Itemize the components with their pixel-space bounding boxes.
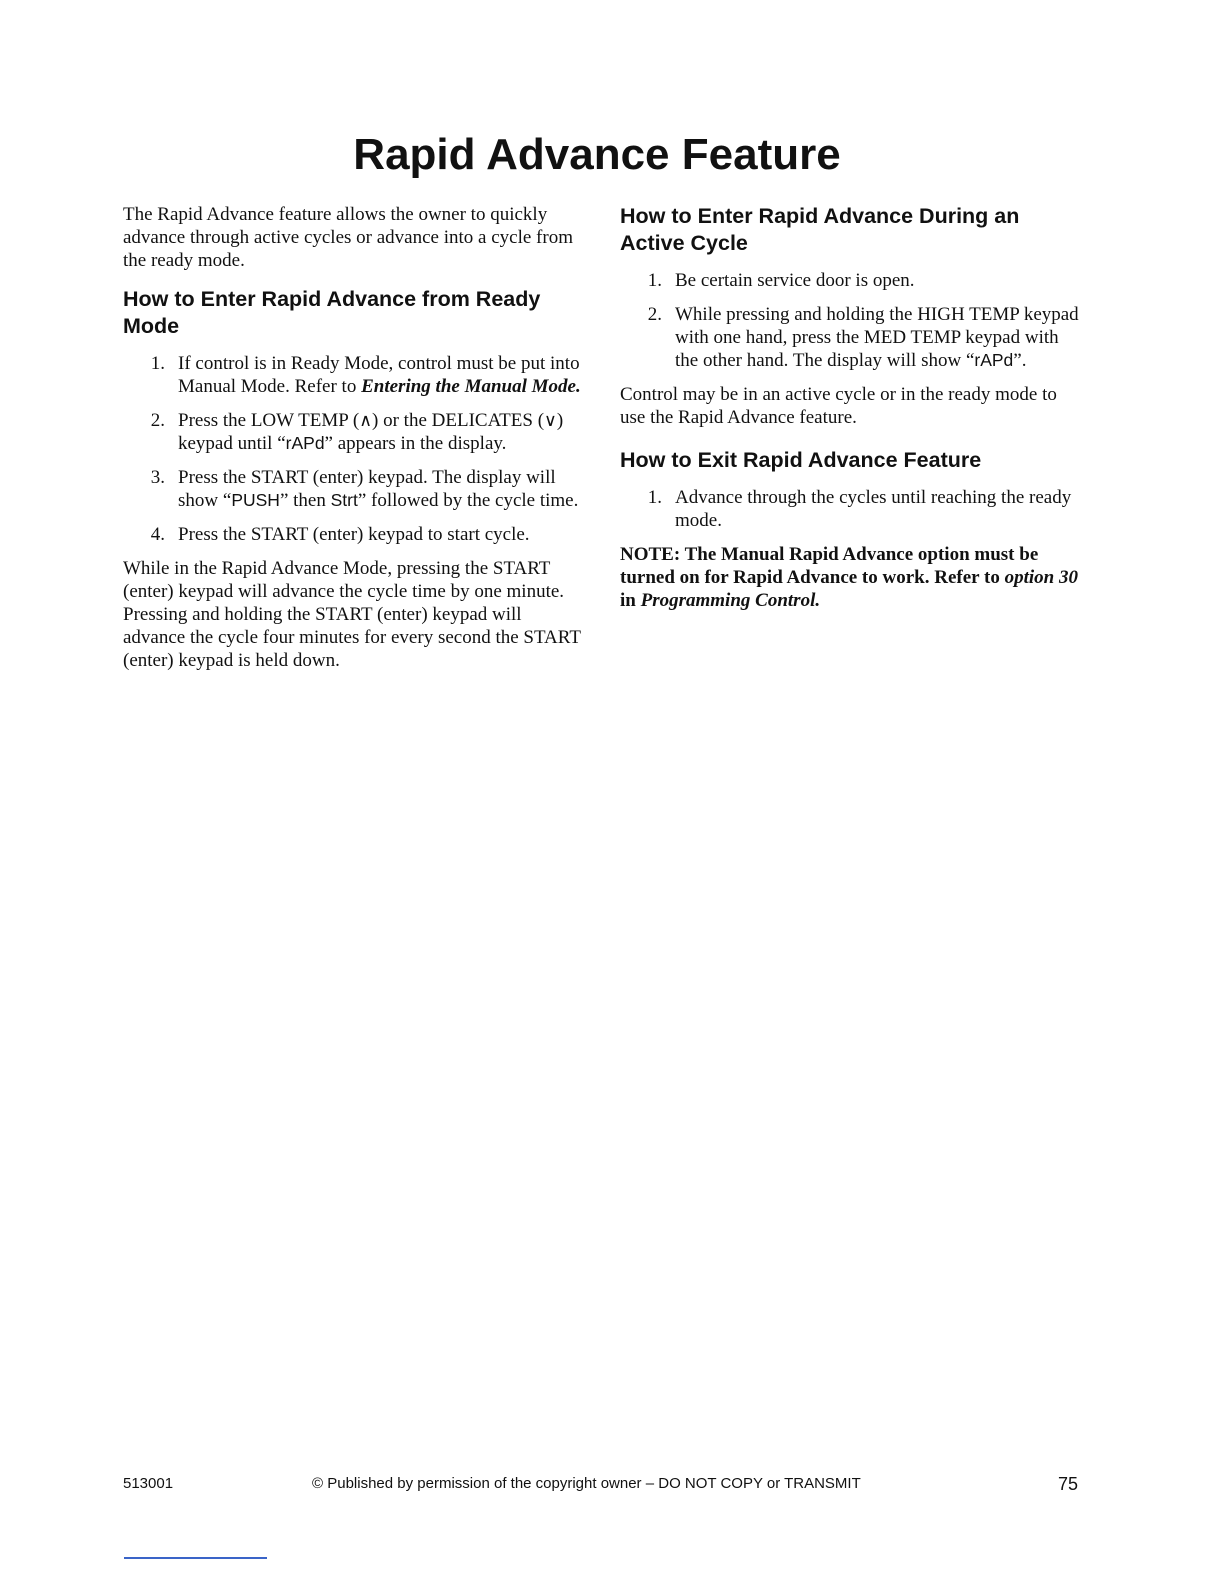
ready-mode-steps [123, 352, 583, 546]
footer-doc-number: 513001 [123, 1475, 174, 1492]
step-number: 2. [647, 304, 662, 325]
step-text-part: ” then [279, 490, 331, 511]
list-item [620, 269, 1080, 292]
step-text: Press the START (enter) keypad to start cycle. [178, 524, 530, 545]
step-text: Advance through the cycles until reaching the ready mode. [675, 487, 1072, 531]
step-text [178, 352, 583, 398]
active-cycle-steps [620, 269, 1080, 372]
up-arrow-icon: ∧ [359, 410, 373, 430]
note-paragraph [620, 543, 1080, 612]
display-code: Strt [330, 490, 358, 510]
step-text-part: ) keypad until “ [178, 410, 564, 454]
option-30-reference: option 30 [1004, 567, 1078, 588]
down-arrow-icon: ∨ [544, 410, 557, 430]
step-text-part: If control is in Ready Mode, control must be put into Manual Mode. Refer to [178, 353, 580, 397]
step-text [675, 303, 1080, 372]
note-text: NOTE: The Manual Rapid Advance option must be turned on for Rapid Advance to work. Refer to [620, 544, 1039, 588]
footer-copyright: © Published by permission of the copyright owner – DO NOT COPY or TRANSMIT [312, 1475, 861, 1492]
bottom-divider [124, 1557, 267, 1559]
list-item [123, 352, 583, 398]
step-text-part: ) or the DELICATES ( [372, 410, 545, 431]
step-text: Be certain service door is open. [675, 270, 915, 291]
list-item [123, 523, 583, 546]
step-text [178, 466, 583, 512]
step-text-part: ” appears in the display. [324, 433, 507, 454]
footer-page-number: 75 [1058, 1474, 1079, 1494]
display-code: rAPd [974, 350, 1014, 370]
closing-paragraph: While in the Rapid Advance Mode, pressing the START (enter) keypad will advance the cycle time by one minute. Pressing and holding the START (enter) keypad will advance the cycle four minutes for every second the START (enter) keypad is held down. [123, 558, 581, 671]
step-number: 3. [150, 467, 165, 488]
step-text-part: While pressing and holding the HIGH TEMP keypad with one hand, press the MED TEMP keypad with the other hand. The display will show “ [675, 304, 1079, 371]
list-item [123, 409, 583, 455]
section-heading-exit: How to Exit Rapid Advance Feature [620, 448, 982, 472]
section-heading-ready-mode: How to Enter Rapid Advance from Ready Mode [123, 287, 541, 338]
list-item [123, 466, 583, 512]
step-number: 1. [647, 270, 662, 291]
exit-steps [620, 486, 1080, 532]
left-column [123, 203, 583, 672]
step-text-part: Press the LOW TEMP ( [178, 410, 360, 431]
display-code: rAPd [285, 433, 325, 453]
section-heading-active-cycle: How to Enter Rapid Advance During an Active Cycle [620, 204, 1020, 255]
right-column [620, 203, 1080, 612]
programming-control-reference: Programming Control. [640, 590, 821, 611]
display-code: PUSH [231, 490, 280, 510]
note-text: in [620, 590, 641, 611]
list-item [620, 486, 1080, 532]
active-cycle-paragraph: Control may be in an active cycle or in the ready mode to use the Rapid Advance feature. [620, 384, 1057, 428]
step-number: 1. [150, 353, 165, 374]
step-text-part: ” followed by the cycle time. [357, 490, 579, 511]
step-text-part: ”. [1013, 350, 1027, 371]
step-text-part: Press the START (enter) keypad. The display will show “ [178, 467, 556, 511]
step-text [178, 409, 583, 455]
list-item [620, 303, 1080, 372]
intro-paragraph: The Rapid Advance feature allows the owner to quickly advance through active cycles or advance into a cycle from the ready mode. [123, 204, 573, 271]
step-number: 4. [150, 524, 165, 545]
step-number: 2. [150, 410, 165, 431]
page-title: Rapid Advance Feature [353, 130, 841, 179]
manual-mode-reference: Entering the Manual Mode. [361, 376, 581, 397]
step-number: 1. [647, 487, 662, 508]
